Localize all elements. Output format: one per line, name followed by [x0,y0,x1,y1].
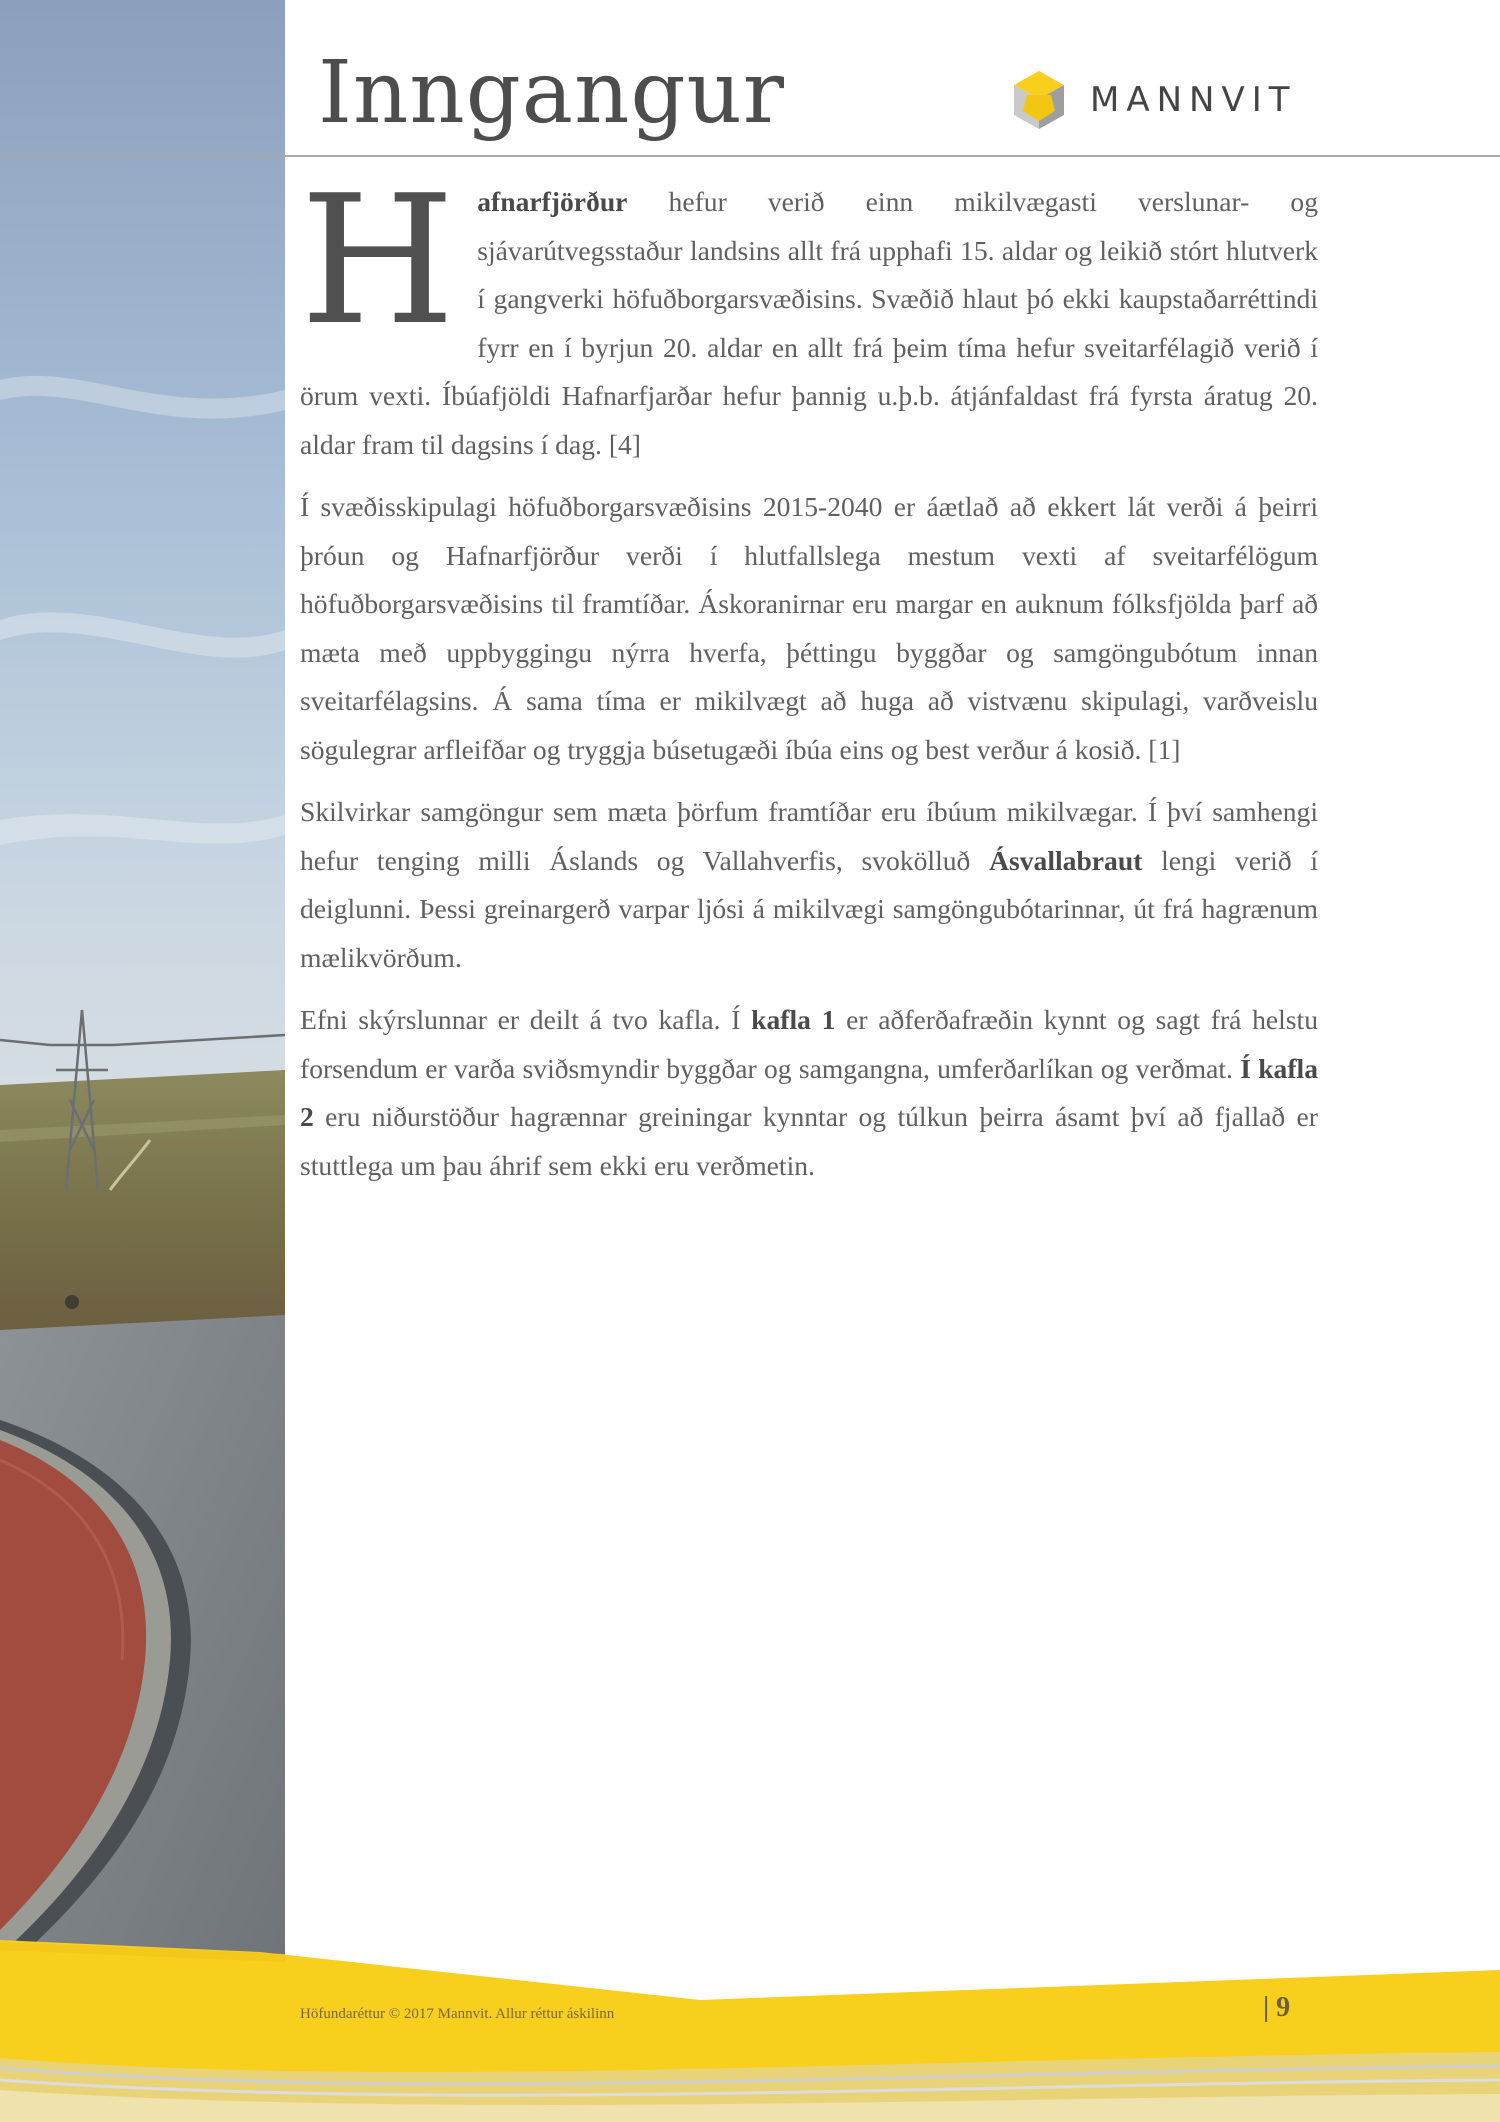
footer-wave-decoration [0,1940,1500,2122]
paragraph-1 [300,157,1318,469]
bold-term: kafla 1 [751,1004,836,1035]
paragraph-text: Skilvirkar samgöngur sem mæta þörfum framtíðar eru íbúum mikilvægar. Í því samhengi hefur tenging milli Áslands og Vallahverfis, svokölluð [300,796,1318,876]
bold-term: Í kafla 2 [300,1052,1318,1132]
mannvit-logo [1010,66,1297,134]
paragraph-text: er aðferðafræðin kynnt og sagt frá helstu forsendum er varða sviðsmyndir byggðar og samgangna, umferðarlíkan og verðmat. [300,1004,1319,1084]
bold-lead: afnarfjörður [477,186,628,217]
page-number: | 9 [1263,1992,1291,2023]
drop-cap: H [300,157,456,364]
landscape-photo-illustration [0,0,285,1975]
paragraph-4 [300,996,1318,1190]
page-title: Inngangur [318,43,786,143]
footer-band [0,1940,1500,2122]
bold-term: Ásvallabraut [989,844,1143,876]
article-body [300,157,1319,1204]
paragraph-text: hefur verið einn mikilvægasti verslunar- og sjávarútvegsstaður landsins allt frá upphafi 15. aldar og leikið stórt hlutverk í gangverki höfuðborgarsvæðisins. Svæðið hlaut þó ekki kaupstaðarréttindi fyrr en í byrjun 20. aldar en allt frá þeim tíma hefur sveitarfélagið verið í örum vexti. Íbúafjöldi Hafnarfjarðar hefur þannig u.þ.b. átjánfaldast frá fyrsta áratug 20. aldar fram til dagsins í dag. [4] [300,186,1318,460]
paragraph-3 [300,788,1318,982]
logo-text: MANNVIT [1090,80,1297,120]
side-photo [0,0,285,1975]
mannvit-cube-icon [1010,69,1068,131]
copyright-text: Höfundaréttur © 2017 Mannvit. Allur réttur áskilinn [300,2006,615,2022]
paragraph-text: lengi verið í deiglunni. Þessi greinargerð varpar ljósi á mikilvægi samgöngubótarinnar, út frá hagrænum mælikvörðum. [300,844,1319,973]
header-divider [0,155,1500,157]
paragraph-text: Efni skýrslunnar er deilt á tvo kafla. Í [300,1004,752,1035]
paragraph-2: Í svæðisskipulagi höfuðborgarsvæðisins 2015-2040 er áætlað að ekkert lát verði á þeirri þróun og Hafnarfjörður verði í hlutfallslega mestum vexti af sveitarfélögum höfuðborgarsvæðisins til framtíðar. Áskoranirnar eru margar en auknum fólksfjölda þarf að mæta með uppbyggingu nýrra hverfa, þéttingu byggðar og samgöngubótum innan sveitarfélagsins. Á sama tíma er mikilvægt að huga að vistvænu skipulagi, varðveislu sögulegrar arfleifðar og tryggja búsetugæði íbúa eins og best verður á kosið. [1] [300,491,1318,765]
paragraph-text: eru niðurstöður hagrænnar greiningar kynntar og túlkun þeirra ásamt því að fjallað er stuttlega um þau áhrif sem ekki eru verðmetin. [300,1101,1318,1181]
